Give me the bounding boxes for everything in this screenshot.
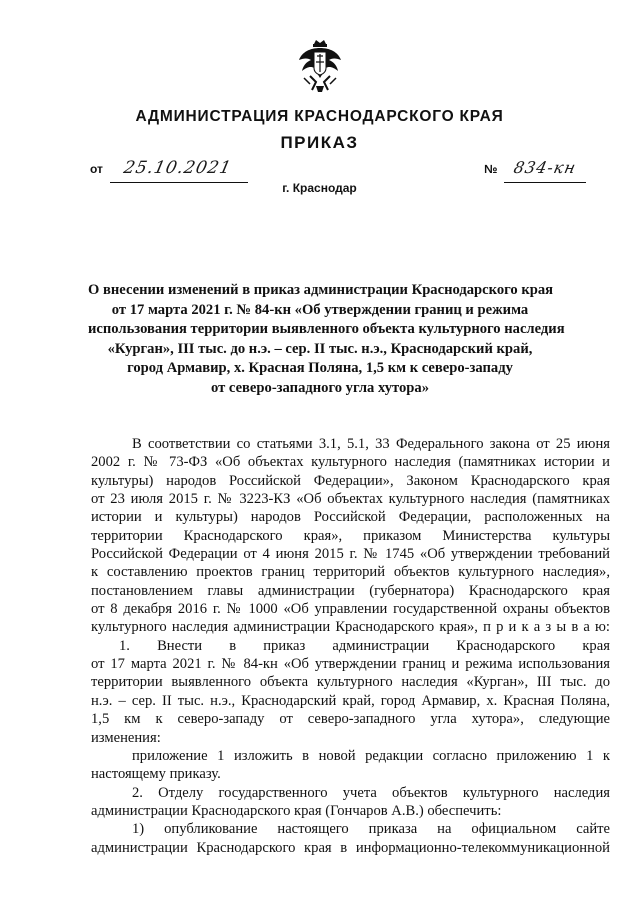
item-1-word: Внести [157, 637, 203, 654]
item-1-word: Краснодарского [456, 637, 556, 654]
body-line: Российской Федерации от 4 июня 2015 г. № 1745 «Об утверждении требований [91, 546, 610, 563]
body-line: от 23 июля 2015 г. № 3223-КЗ «Об объектах культурного наследия (памятниках [91, 491, 610, 508]
body-line: изменения: [91, 729, 161, 746]
body-line: территории выявленного объекта культурного наследия «Курган», III тыс. до [91, 674, 610, 691]
title-line: от северо-западного угла хутора» [211, 379, 429, 396]
item-1-word: края [582, 637, 610, 654]
handwritten-date: 25.10.2021 [121, 158, 234, 178]
title-line: город Армавир, х. Красная Поляна, 1,5 км к северо-западу [127, 360, 513, 376]
item-1-word: администрации [332, 637, 430, 654]
handwritten-number: 834-кн [511, 158, 579, 177]
body-line: от 8 декабря 2016 г. № 1000 «Об управлении государственной охраны объектов [91, 601, 610, 618]
body-line: 2002 г. № 73-ФЗ «Об объектах культурного наследия (памятниках истории и [91, 454, 610, 471]
body-line: 1,5 км к северо-западу от северо-западного угла хутора», следующие [91, 711, 610, 728]
title-line: от 17 марта 2021 г. № 84-кн «Об утверждении границ и режима [111, 301, 529, 318]
city: г. Краснодар [282, 181, 357, 195]
title-line: О внесении изменений в приказ администрации Краснодарского края [88, 282, 554, 298]
date-label: от [90, 162, 103, 176]
item-1-word: в [229, 637, 237, 654]
coat-of-arms-icon [296, 38, 344, 94]
body-line: приложение 1 изложить в новой редакции согласно приложению 1 к [132, 747, 610, 764]
item-1-first-line [91, 637, 610, 655]
item-1-word: 1. [119, 637, 130, 654]
body-line: н.э. – сер. II тыс. н.э., Краснодарский край, город Армавир, х. Красная Поляна, [91, 692, 610, 709]
body-line: от 17 марта 2021 г. № 84-кн «Об утверждении границ и режима использования [91, 656, 610, 673]
body-line: 1) опубликование настоящего приказа на официальном сайте [132, 821, 610, 838]
body-line: В соответствии со статьями 3.1, 5.1, 33 Федерального закона от 25 июня [132, 436, 610, 452]
body-line: культуры) народов Российской Федерации», Законом Краснодарского края [91, 472, 610, 489]
body-line: администрации Краснодарского края (Гончаров А.В.) обеспечить: [91, 802, 502, 819]
body-line: территории Краснодарского края», приказом Министерства культуры [91, 527, 610, 544]
number-label: № [484, 162, 498, 176]
title-line: «Курган», III тыс. до н.э. – сер. II тыс. н.э., Краснодарский край, [107, 340, 533, 357]
body-line: 2. Отделу государственного учета объектов культурного наследия [132, 784, 610, 801]
document-title [88, 281, 565, 398]
title-line: использования территории выявленного объекта культурного наследия [88, 321, 565, 337]
document-body [91, 435, 610, 857]
body-line: настоящему приказу. [91, 766, 221, 783]
document-type: ПРИКАЗ [280, 133, 359, 152]
item-1-word: приказ [263, 637, 306, 654]
body-line: постановлением главы администрации (губернатора) Краснодарского края [91, 582, 610, 599]
organization-name: АДМИНИСТРАЦИЯ КРАСНОДАРСКОГО КРАЯ [135, 108, 504, 125]
body-line: к составлению проектов границ территорий объектов культурного наследия», [91, 564, 610, 581]
body-line: истории и культуры) народов Российской Федерации, расположенных на [91, 509, 610, 526]
body-line: администрации Краснодарского края в информационно-телекоммуникационной [91, 839, 610, 856]
body-line: культурного наследия администрации Краснодарского края», п р и к а з ы в а ю: [91, 619, 610, 636]
